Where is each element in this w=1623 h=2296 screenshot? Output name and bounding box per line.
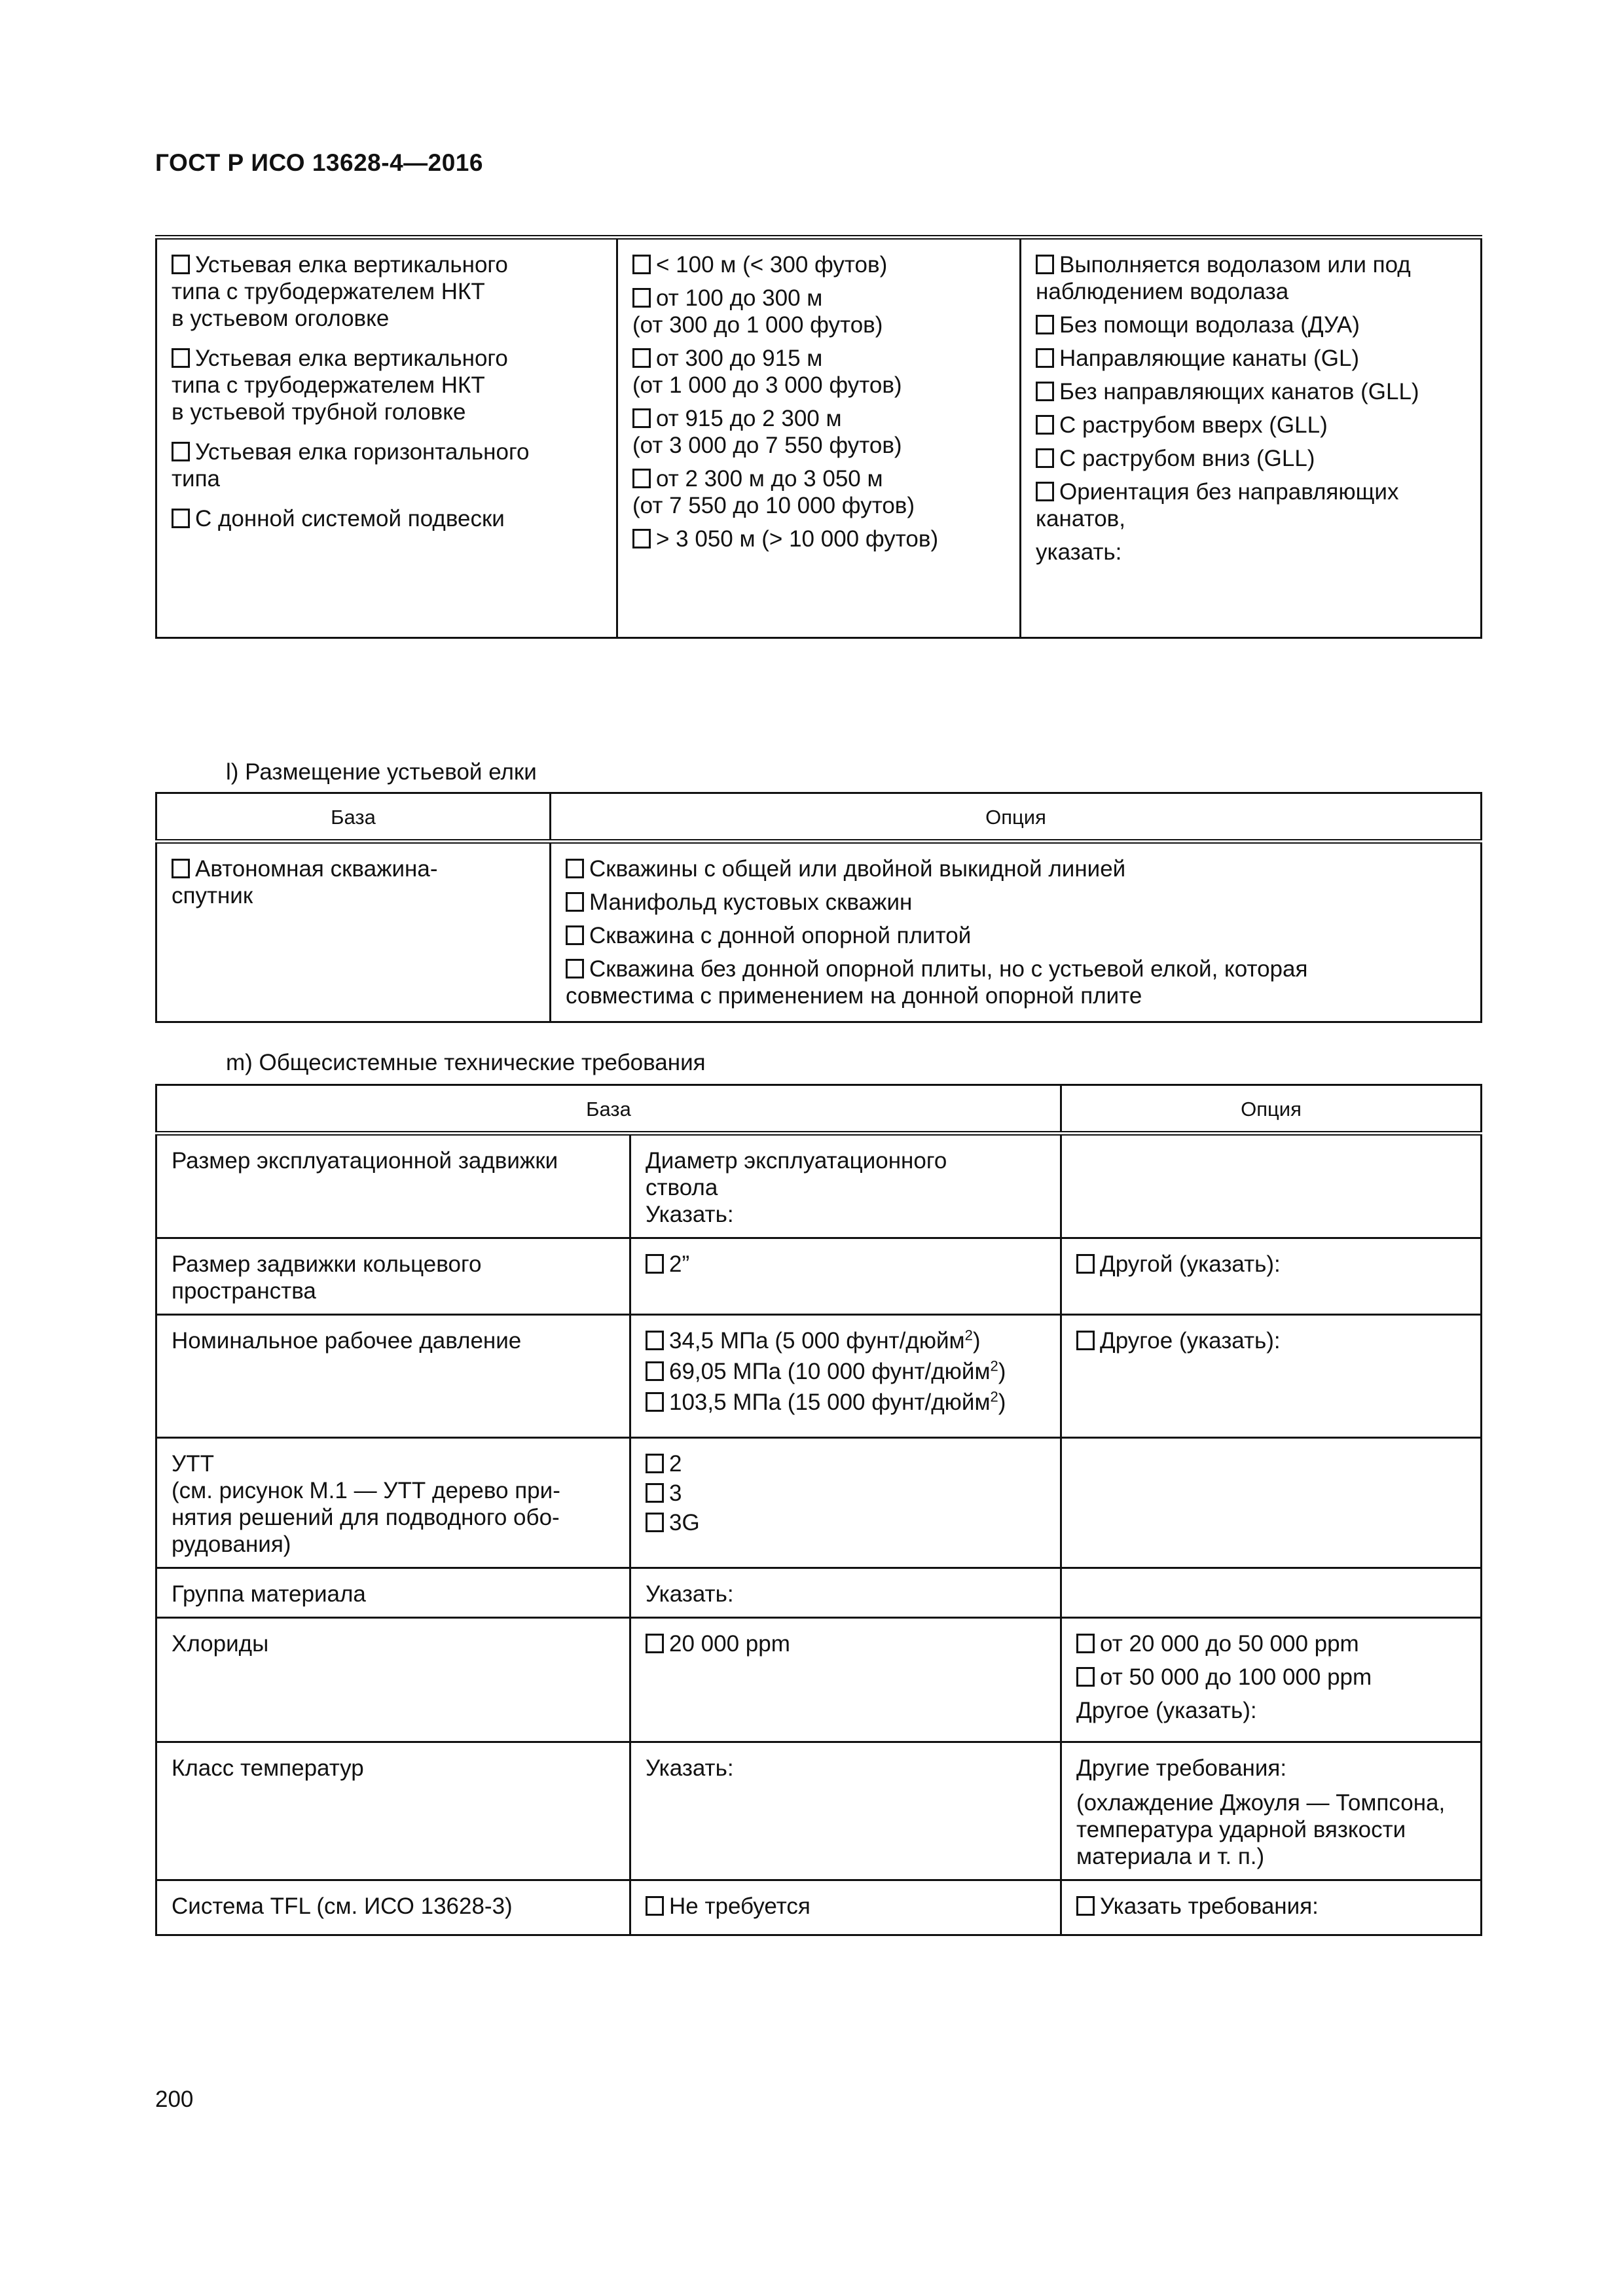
base-value: 2” <box>630 1238 1061 1315</box>
section-m-caption: m) Общесистемные технические требования <box>226 1050 706 1075</box>
depth-option: > 3 050 м (> 10 000 футов) <box>656 526 939 552</box>
checkbox[interactable] <box>1076 1331 1095 1350</box>
document-header: ГОСТ Р ИСО 13628-4—2016 <box>155 149 483 176</box>
base-value: 34,5 МПа (5 000 фунт/дюйм$^2$) 69,05 МПа (10 000 фунт/дюйм$^2$) 103,5 МПа (15 000 фунт/дюйм$^2$) <box>630 1315 1061 1438</box>
column-header-option: Опция <box>551 793 1482 842</box>
depth-option: от 100 до 300 м (от 300 до 1 000 футов) <box>632 285 883 338</box>
checkbox[interactable] <box>1036 255 1054 274</box>
checkbox[interactable] <box>632 288 651 308</box>
system-requirements-table <box>155 1084 1482 1936</box>
row-label: Система TFL (см. ИСО 13628-3) <box>156 1880 630 1935</box>
column-header-option: Опция <box>1061 1085 1482 1134</box>
checkbox[interactable] <box>1076 1254 1095 1274</box>
base-value: Не требуется <box>630 1880 1061 1935</box>
base-value: 2 3 3G <box>630 1438 1061 1568</box>
placement-option: Скважина без донной опорной плиты, но с устьевой елкой, которая совместима с применением на донной опорной плите <box>566 956 1308 1009</box>
row-label: УТТ (см. рисунок М.1 — УТТ дерево при- нятия решений для подводного обо- рудования) <box>156 1438 630 1568</box>
option-value: Другое (указать): <box>1061 1315 1482 1438</box>
method-option: Без направляющих канатов (GLL) <box>1059 379 1419 404</box>
checkbox[interactable] <box>1076 1667 1095 1687</box>
checkbox[interactable] <box>172 255 190 274</box>
base-value: Указать: <box>630 1568 1061 1618</box>
checkbox[interactable] <box>646 1361 664 1381</box>
option-value <box>1061 1568 1482 1618</box>
row-label: Размер задвижки кольцевого пространства <box>156 1238 630 1315</box>
tree-type-option: Устьевая елка вертикального типа с трубодержателем НКТ в устьевой трубной головке <box>172 346 508 425</box>
tree-type-cell <box>156 238 617 638</box>
checkbox[interactable] <box>646 1896 664 1916</box>
method-option: С раструбом вверх (GLL) <box>1059 412 1328 438</box>
depth-option: от 915 до 2 300 м (от 3 000 до 7 550 футов) <box>632 406 902 458</box>
method-option: Выполняется водолазом или под наблюдением водолаза <box>1036 252 1411 304</box>
option-value: Другой (указать): <box>1061 1238 1482 1315</box>
base-cell <box>156 842 551 1022</box>
checkbox[interactable] <box>1036 448 1054 468</box>
options-cell <box>551 842 1482 1022</box>
checkbox[interactable] <box>646 1392 664 1412</box>
checkbox[interactable] <box>646 1483 664 1503</box>
column-header-base: База <box>156 1085 1061 1134</box>
depth-option: от 2 300 м до 3 050 м (от 7 550 до 10 000 футов) <box>632 466 915 518</box>
checkbox[interactable] <box>1036 415 1054 435</box>
checkbox[interactable] <box>172 348 190 368</box>
checkbox[interactable] <box>566 859 584 878</box>
tree-type-option: Устьевая елка вертикального типа с трубодержателем НКТ в устьевом оголовке <box>172 252 508 331</box>
continuation-table <box>155 235 1482 639</box>
checkbox[interactable] <box>566 892 584 912</box>
checkbox[interactable] <box>1036 382 1054 401</box>
depth-option: < 100 м (< 300 футов) <box>656 252 888 278</box>
placement-option: Скважины с общей или двойной выкидной линией <box>589 856 1126 882</box>
option-value: Указать требования: <box>1061 1880 1482 1935</box>
tree-type-option: Устьевая елка горизонтального типа <box>172 439 530 492</box>
option-value: от 20 000 до 50 000 ppm от 50 000 до 100 000 ppm Другое (указать): <box>1061 1618 1482 1742</box>
installation-method-cell <box>1021 238 1482 638</box>
checkbox[interactable] <box>1036 348 1054 368</box>
tree-type-option: С донной системой подвески <box>195 506 505 531</box>
row-label: Размер эксплуатационной задвижки <box>156 1134 630 1238</box>
checkbox[interactable] <box>646 1254 664 1274</box>
row-label: Номинальное рабочее давление <box>156 1315 630 1438</box>
checkbox[interactable] <box>632 348 651 368</box>
water-depth-cell <box>617 238 1021 638</box>
checkbox[interactable] <box>1036 315 1054 334</box>
checkbox[interactable] <box>172 859 190 878</box>
option-value <box>1061 1438 1482 1568</box>
checkbox[interactable] <box>632 408 651 428</box>
method-option: Ориентация без направляющих канатов, <box>1036 479 1399 531</box>
base-option: Автономная скважина- спутник <box>172 856 438 908</box>
checkbox[interactable] <box>1036 482 1054 501</box>
checkbox[interactable] <box>646 1634 664 1653</box>
base-value: Указать: <box>630 1742 1061 1880</box>
checkbox[interactable] <box>1076 1634 1095 1653</box>
option-value <box>1061 1134 1482 1238</box>
method-option: С раструбом вниз (GLL) <box>1059 446 1315 471</box>
row-label: Группа материала <box>156 1568 630 1618</box>
checkbox[interactable] <box>172 442 190 461</box>
method-option: Без помощи водолаза (ДУА) <box>1059 312 1360 338</box>
checkbox[interactable] <box>566 959 584 978</box>
checkbox[interactable] <box>632 529 651 548</box>
column-header-base: База <box>156 793 551 842</box>
row-label: Хлориды <box>156 1618 630 1742</box>
placement-option: Скважина с донной опорной плитой <box>589 923 972 948</box>
row-label: Класс температур <box>156 1742 630 1880</box>
option-value: Другие требования: (охлаждение Джоуля — Томпсона, температура ударной вязкости материала и т. п.) <box>1061 1742 1482 1880</box>
checkbox[interactable] <box>632 255 651 274</box>
method-option: Направляющие канаты (GL) <box>1059 346 1360 371</box>
page-number: 200 <box>155 2087 194 2112</box>
section-l-caption: l) Размещение устьевой елки <box>226 759 537 785</box>
checkbox[interactable] <box>646 1331 664 1350</box>
tree-placement-table <box>155 792 1482 1023</box>
base-value: 20 000 ppm <box>630 1618 1061 1742</box>
checkbox[interactable] <box>172 509 190 528</box>
checkbox[interactable] <box>566 925 584 945</box>
depth-option: от 300 до 915 м (от 1 000 до 3 000 футов) <box>632 346 902 398</box>
checkbox[interactable] <box>632 469 651 488</box>
specify-label: указать: <box>1036 539 1122 565</box>
base-value: Диаметр эксплуатационного ствола Указать: <box>630 1134 1061 1238</box>
checkbox[interactable] <box>1076 1896 1095 1916</box>
placement-option: Манифольд кустовых скважин <box>589 889 913 915</box>
checkbox[interactable] <box>646 1513 664 1532</box>
checkbox[interactable] <box>646 1454 664 1473</box>
